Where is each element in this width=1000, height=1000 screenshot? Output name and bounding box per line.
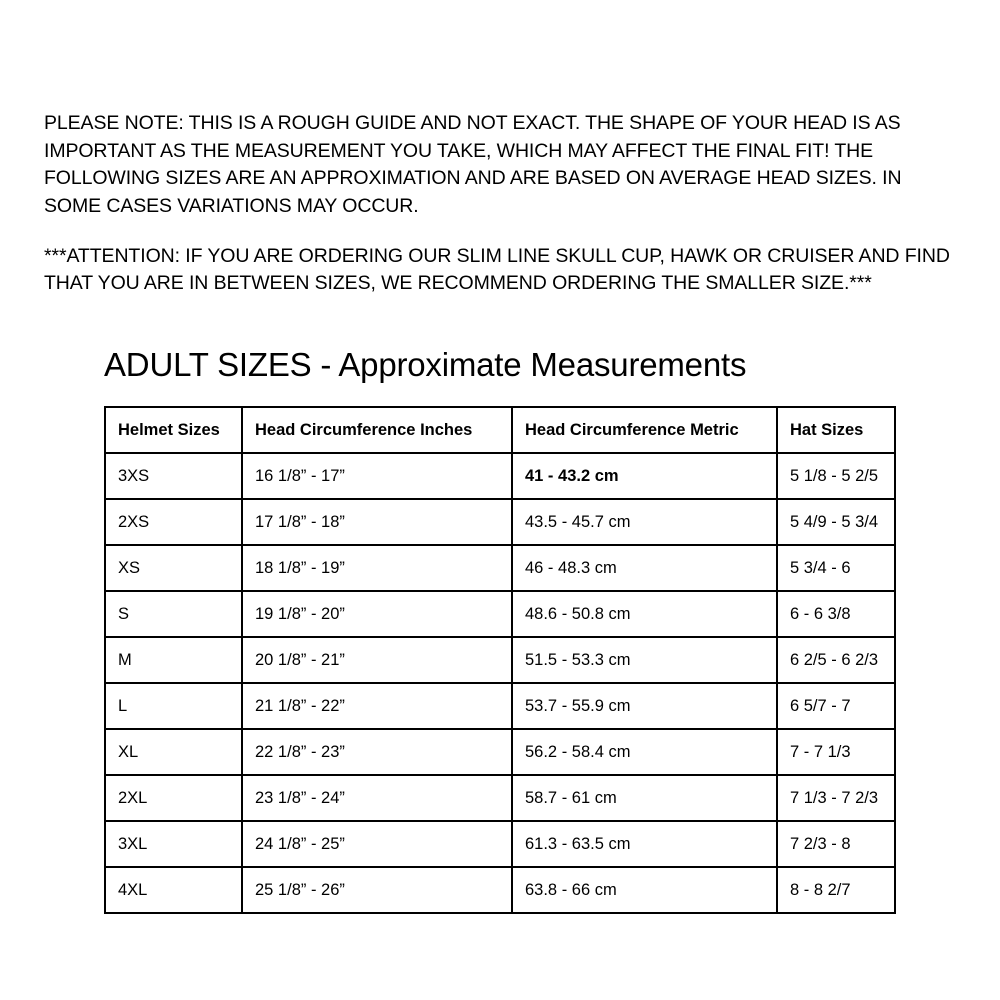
table-cell: L bbox=[105, 683, 242, 729]
table-row bbox=[105, 453, 895, 499]
page-title: ADULT SIZES - Approximate Measurements bbox=[104, 346, 747, 384]
table-cell: 5 1/8 - 5 2/5 bbox=[777, 453, 895, 499]
table-cell: 6 - 6 3/8 bbox=[777, 591, 895, 637]
table-row bbox=[105, 637, 895, 683]
table-cell: 7 2/3 - 8 bbox=[777, 821, 895, 867]
table-cell: 3XL bbox=[105, 821, 242, 867]
table-cell: 63.8 - 66 cm bbox=[512, 867, 777, 913]
table-cell: 23 1/8” - 24” bbox=[242, 775, 512, 821]
table-row bbox=[105, 729, 895, 775]
notes-section bbox=[44, 110, 956, 298]
table-cell: 6 2/5 - 6 2/3 bbox=[777, 637, 895, 683]
table-row bbox=[105, 683, 895, 729]
table-row bbox=[105, 591, 895, 637]
table-cell: 7 - 7 1/3 bbox=[777, 729, 895, 775]
table-cell: 53.7 - 55.9 cm bbox=[512, 683, 777, 729]
table-cell: 5 3/4 - 6 bbox=[777, 545, 895, 591]
table-cell: 6 5/7 - 7 bbox=[777, 683, 895, 729]
table-cell: XS bbox=[105, 545, 242, 591]
table-cell: S bbox=[105, 591, 242, 637]
table-cell: 51.5 - 53.3 cm bbox=[512, 637, 777, 683]
column-header-head-circumference-inches: Head Circumference Inches bbox=[242, 407, 512, 453]
table-cell: 56.2 - 58.4 cm bbox=[512, 729, 777, 775]
table-cell: 3XS bbox=[105, 453, 242, 499]
table-row bbox=[105, 545, 895, 591]
table-cell: M bbox=[105, 637, 242, 683]
table-cell: 21 1/8” - 22” bbox=[242, 683, 512, 729]
note-paragraph-1: PLEASE NOTE: THIS IS A ROUGH GUIDE AND NOT EXACT. THE SHAPE OF YOUR HEAD IS AS IMPORTANT AS THE MEASUREMENT YOU TAKE, WHICH MAY AFFECT THE FINAL FIT! THE FOLLOWING SIZES ARE AN APPROXIMATION AND ARE BASED ON AVERAGE HEAD SIZES. IN SOME CASES VARIATIONS MAY OCCUR. bbox=[44, 112, 902, 218]
table-row bbox=[105, 821, 895, 867]
column-header-hat-sizes: Hat Sizes bbox=[777, 407, 895, 453]
column-header-helmet-sizes: Helmet Sizes bbox=[105, 407, 242, 453]
table-cell: 22 1/8” - 23” bbox=[242, 729, 512, 775]
table-cell: 43.5 - 45.7 cm bbox=[512, 499, 777, 545]
table-cell: 5 4/9 - 5 3/4 bbox=[777, 499, 895, 545]
table-cell: 41 - 43.2 cm bbox=[512, 453, 777, 499]
table-cell: 61.3 - 63.5 cm bbox=[512, 821, 777, 867]
table-cell: XL bbox=[105, 729, 242, 775]
size-table-wrap bbox=[104, 406, 896, 914]
adult-sizes-table bbox=[104, 406, 896, 914]
table-cell: 25 1/8” - 26” bbox=[242, 867, 512, 913]
table-cell: 16 1/8” - 17” bbox=[242, 453, 512, 499]
table-cell: 58.7 - 61 cm bbox=[512, 775, 777, 821]
table-cell: 4XL bbox=[105, 867, 242, 913]
table-cell: 24 1/8” - 25” bbox=[242, 821, 512, 867]
table-cell: 17 1/8” - 18” bbox=[242, 499, 512, 545]
table-cell: 20 1/8” - 21” bbox=[242, 637, 512, 683]
table-cell: 2XS bbox=[105, 499, 242, 545]
note-paragraph-2: ***ATTENTION: IF YOU ARE ORDERING OUR SLIM LINE SKULL CUP, HAWK OR CRUISER AND FIND THAT YOU ARE IN BETWEEN SIZES, WE RECOMMEND ORDERING THE SMALLER SIZE.*** bbox=[44, 244, 950, 295]
table-body bbox=[105, 453, 895, 913]
table-row bbox=[105, 499, 895, 545]
column-header-head-circumference-metric: Head Circumference Metric bbox=[512, 407, 777, 453]
table-cell: 2XL bbox=[105, 775, 242, 821]
table-row bbox=[105, 867, 895, 913]
table-cell: 8 - 8 2/7 bbox=[777, 867, 895, 913]
table-header-row bbox=[105, 407, 895, 453]
table-row bbox=[105, 775, 895, 821]
table-cell: 48.6 - 50.8 cm bbox=[512, 591, 777, 637]
table-cell: 19 1/8” - 20” bbox=[242, 591, 512, 637]
table-cell: 18 1/8” - 19” bbox=[242, 545, 512, 591]
table-cell: 46 - 48.3 cm bbox=[512, 545, 777, 591]
table-cell: 7 1/3 - 7 2/3 bbox=[777, 775, 895, 821]
